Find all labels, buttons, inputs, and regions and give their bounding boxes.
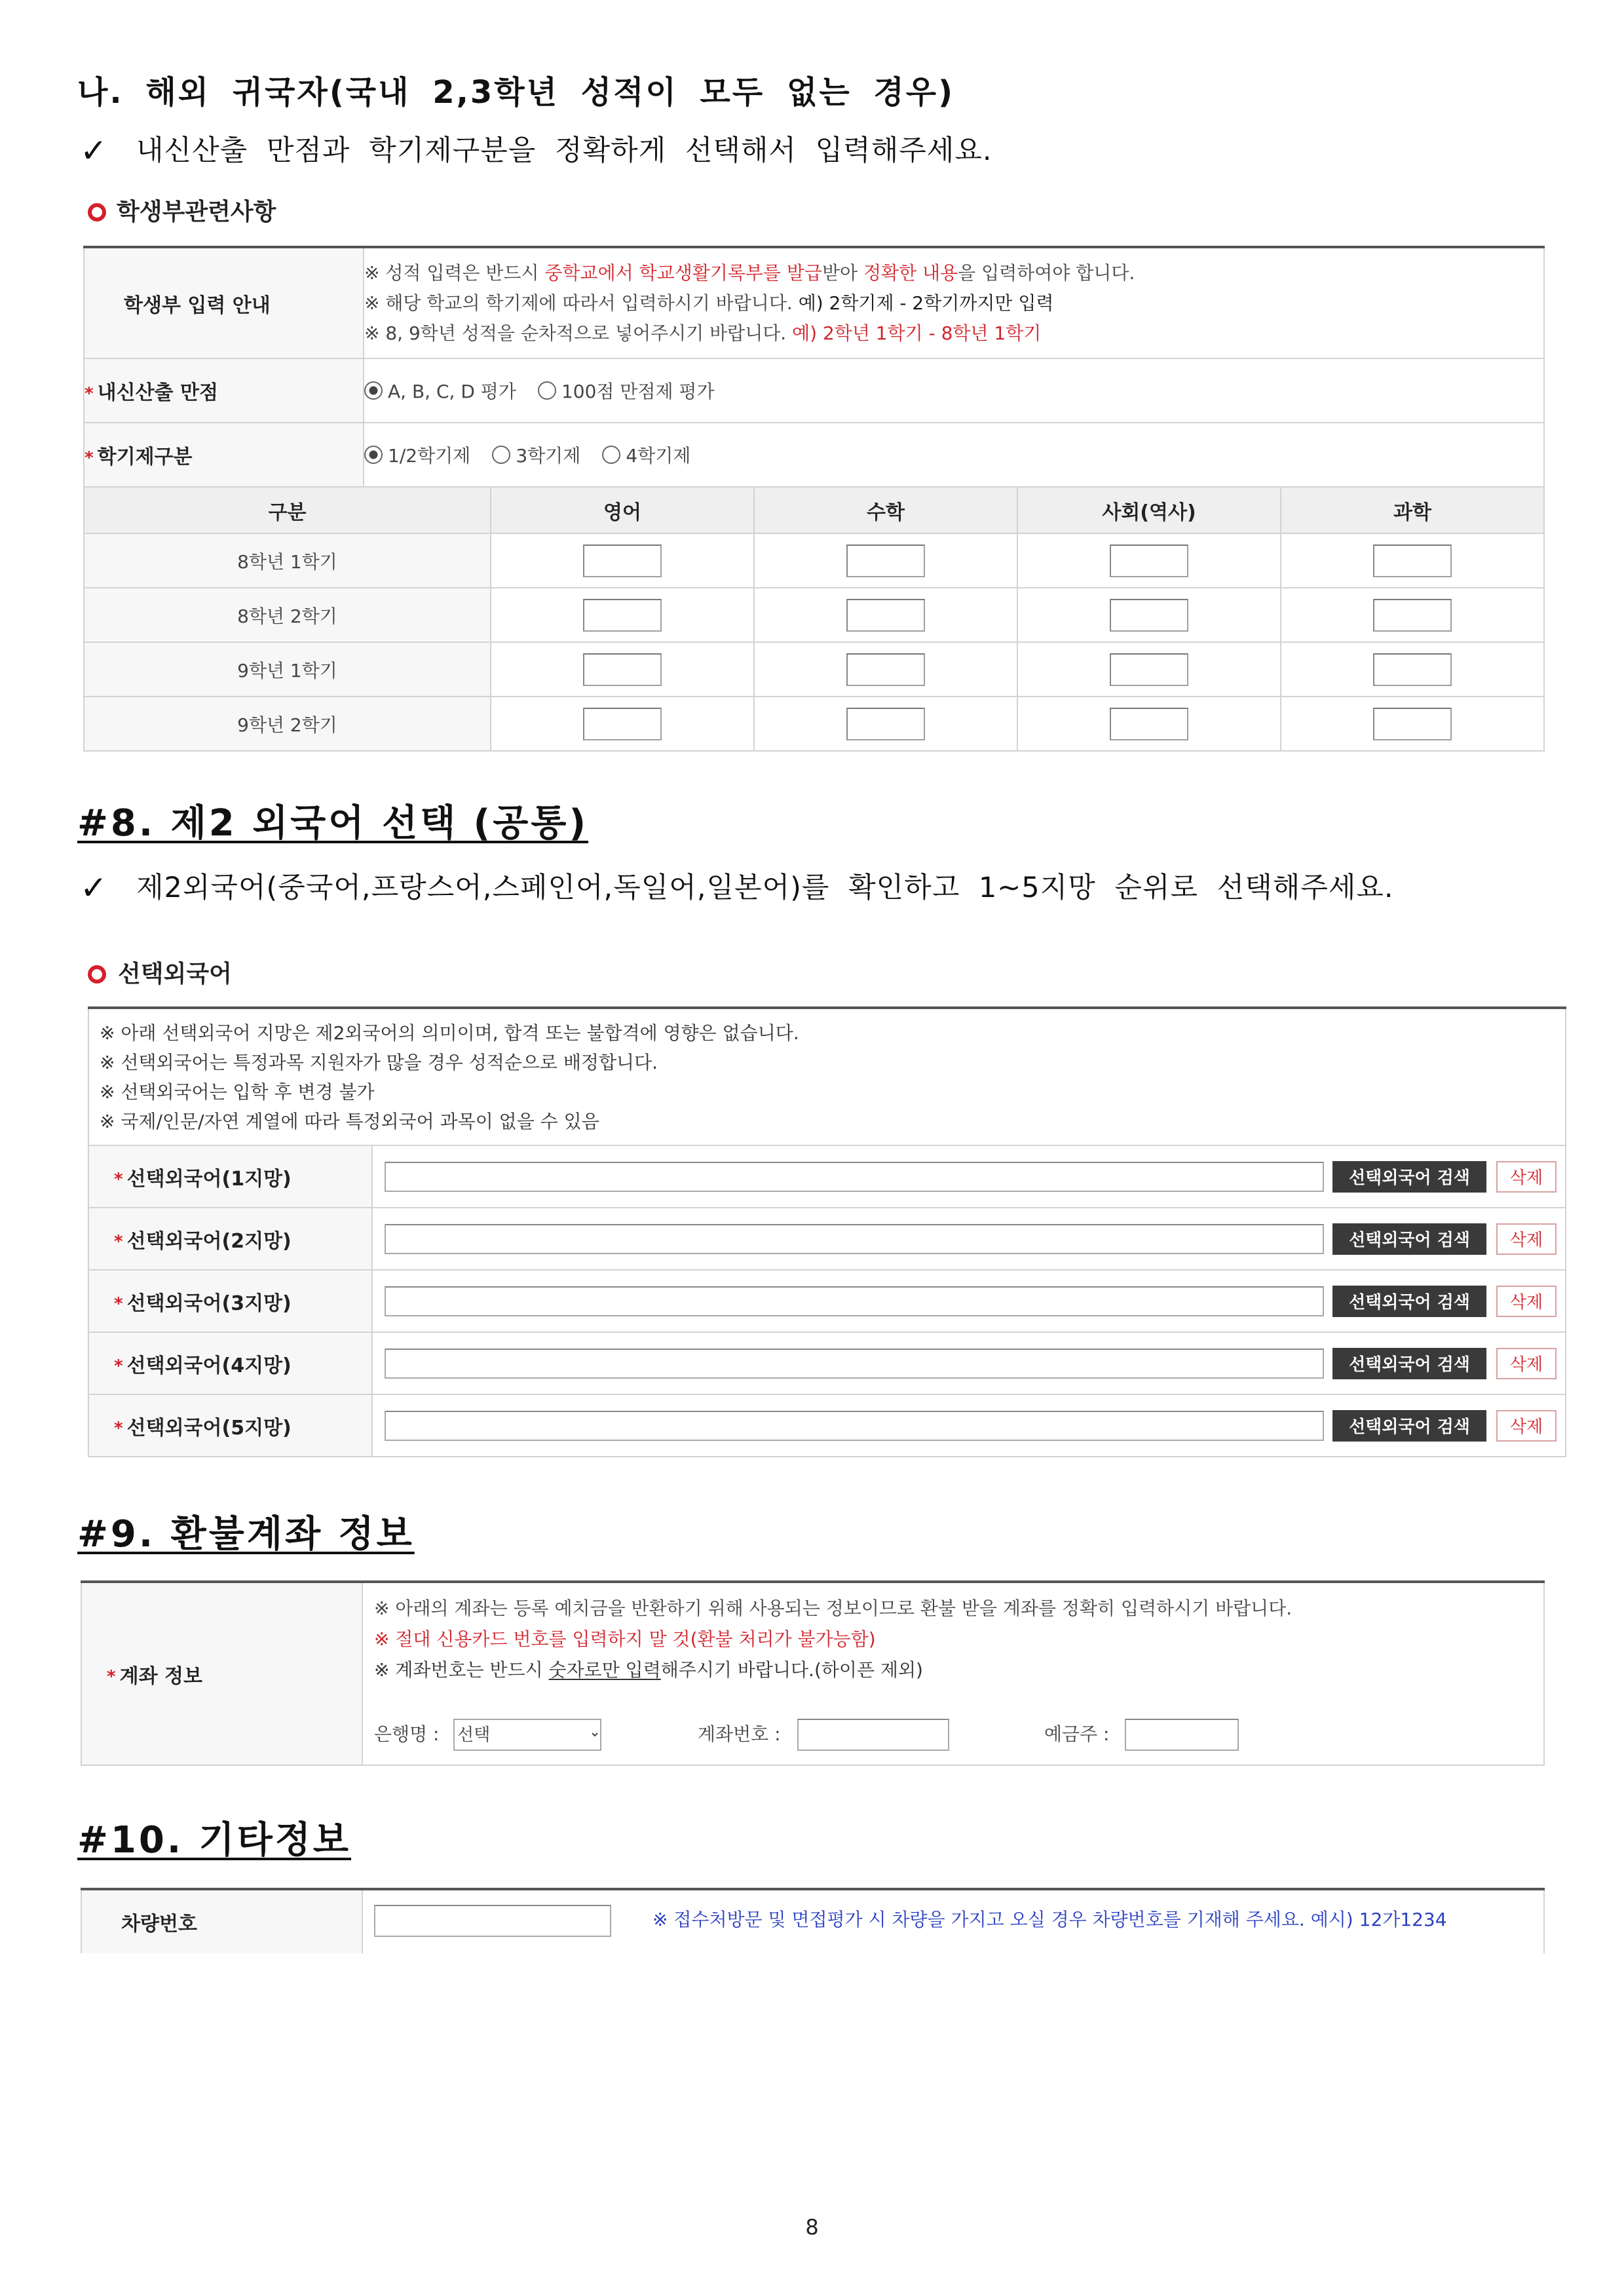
score-basis-row [84, 358, 1544, 423]
semester-option-3[interactable] [492, 442, 580, 468]
table-row [84, 533, 1544, 588]
guide-line-3-text: ※ 8, 9학년 성적을 순차적으로 넣어주시기 바랍니다. [364, 322, 793, 344]
refund-note-3-text: ※ 계좌번호는 반드시 [374, 1659, 549, 1681]
language-notice: ※ 선택외국어는 특정과목 지원자가 많을 경우 성적순으로 배정합니다. [100, 1051, 658, 1073]
guide-line-2-text: ※ 해당 학교의 학기제에 따라서 입력하시기 바랍니다. [364, 292, 799, 314]
semester-type-label [84, 423, 364, 487]
refund-account-table [81, 1580, 1545, 1766]
panel-title-school-record: 학생부관련사항 [117, 199, 276, 225]
account-number-label: 계좌번호 : [698, 1723, 781, 1745]
refund-note-2: ※ 절대 신용카드 번호를 입력하지 말 것(환불 처리가 불가능함) [374, 1628, 876, 1650]
required-mark: * [85, 448, 94, 468]
score-input-math[interactable] [846, 708, 925, 740]
score-input-social[interactable] [1110, 653, 1188, 686]
language-choice-input[interactable] [385, 1162, 1324, 1192]
table-row [84, 642, 1544, 697]
semester-type-row [84, 423, 1544, 487]
refund-notes [374, 1593, 1292, 1685]
language-choice-controls [372, 1332, 1566, 1394]
score-input-social[interactable] [1110, 545, 1188, 577]
score-basis-label-text: 내신산출 만점 [97, 381, 218, 404]
account-info-label [81, 1582, 362, 1765]
language-delete-button[interactable]: 삭제 [1496, 1348, 1557, 1379]
guide-line-1-highlight: 중학교에서 학교생활기록부를 발급 [544, 261, 822, 284]
language-choice-row [88, 1394, 1566, 1457]
required-mark: * [114, 1170, 123, 1189]
school-record-table [83, 246, 1545, 752]
language-choice-label-text: 선택외국어(5지망) [126, 1416, 292, 1440]
other-info-heading: #10. 기타정보 [77, 1819, 352, 1862]
required-mark: * [114, 1419, 123, 1438]
required-mark: * [114, 1294, 123, 1314]
refund-note-3 [374, 1655, 1292, 1685]
other-info-table [81, 1888, 1545, 1953]
col-header-science: 과학 [1281, 487, 1544, 533]
language-notice: ※ 선택외국어는 입학 후 변경 불가 [100, 1081, 375, 1103]
language-choice-label [88, 1394, 372, 1457]
language-search-button[interactable]: 선택외국어 검색 [1332, 1410, 1486, 1442]
guide-line-2-example: 예) 2학기제 - 2학기까지만 입력 [798, 292, 1054, 314]
refund-account-row [81, 1582, 1544, 1765]
language-choice-label-text: 선택외국어(3지망) [126, 1292, 292, 1315]
language-choice-row [88, 1270, 1566, 1332]
language-choice-label [88, 1208, 372, 1270]
language-instruction: 제2외국어(중국어,프랑스어,스페인어,독일어,일본어)를 확인하고 1~5지망 순위로 선택해주세요. [136, 871, 1394, 904]
score-basis-options [364, 358, 1544, 423]
foreign-language-table [88, 1006, 1566, 1457]
semester-option-4[interactable] [602, 442, 690, 468]
language-search-button[interactable]: 선택외국어 검색 [1332, 1348, 1486, 1379]
table-row [84, 588, 1544, 642]
language-delete-button[interactable]: 삭제 [1496, 1223, 1557, 1255]
semester-option-label: 3학기제 [516, 445, 581, 467]
vehicle-number-label-text: 차량번호 [121, 1913, 197, 1936]
guide-line-1-text: 받아 [821, 261, 863, 284]
language-choice-label [88, 1145, 372, 1208]
score-input-social[interactable] [1110, 708, 1188, 740]
semester-type-label-text: 학기제구분 [97, 446, 193, 469]
vehicle-number-content [362, 1889, 1544, 1953]
score-input-english[interactable] [583, 708, 662, 740]
score-basis-radio-100[interactable] [538, 381, 556, 400]
guide-line-1 [364, 258, 1543, 288]
score-input-math[interactable] [846, 545, 925, 577]
table-row [84, 697, 1544, 751]
score-basis-label [84, 358, 364, 423]
language-notice: ※ 아래 선택외국어 지망은 제2외국어의 의미이며, 합격 또는 불합격에 영향은 없습니다. [100, 1022, 799, 1044]
guide-line-1-text: 을 입력하여야 합니다. [958, 261, 1135, 284]
vehicle-number-note: ※ 접수처방문 및 면접평가 시 차량을 가지고 오실 경우 차량번호를 기재해 주세요. 예시) 12가1234 [652, 1909, 1447, 1930]
score-input-english[interactable] [583, 653, 662, 686]
check-icon: ✓ [80, 132, 107, 170]
language-notice: ※ 국제/인문/자연 계열에 따라 특정외국어 과목이 없을 수 있음 [100, 1110, 599, 1132]
semester-radio-3[interactable] [492, 446, 510, 464]
term-label: 9학년 2학기 [84, 697, 491, 751]
language-notice-row [88, 1008, 1566, 1145]
language-choice-controls [372, 1145, 1566, 1208]
language-choice-label-text: 선택외국어(2지망) [126, 1229, 292, 1253]
score-basis-option-100[interactable] [538, 377, 715, 404]
guide-notes [364, 247, 1544, 358]
semester-option-label: 4학기제 [626, 445, 691, 467]
bank-select[interactable] [453, 1719, 601, 1751]
panel-title-foreign-language: 선택외국어 [118, 961, 232, 987]
score-input-math[interactable] [846, 599, 925, 632]
col-header-math: 수학 [754, 487, 1017, 533]
score-input-science[interactable] [1373, 708, 1452, 740]
score-input-social[interactable] [1110, 599, 1188, 632]
language-notices [88, 1008, 1566, 1145]
score-input-science[interactable] [1373, 599, 1452, 632]
ring-bullet-icon [88, 203, 106, 221]
required-mark: * [114, 1356, 123, 1376]
guide-row [84, 247, 1544, 358]
grade-instruction: 내신산출 만점과 학기제구분을 정확하게 선택해서 입력해주세요. [136, 134, 992, 167]
overseas-returnee-heading: 나. 해외 귀국자(국내 2,3학년 성적이 모두 없는 경우) [77, 74, 955, 111]
language-delete-button[interactable]: 삭제 [1496, 1410, 1557, 1442]
account-info-label-text: 계좌 정보 [119, 1664, 202, 1688]
score-basis-option-label: A, B, C, D 평가 [388, 381, 516, 402]
col-header-term: 구분 [84, 487, 491, 533]
score-input-math[interactable] [846, 653, 925, 686]
refund-note-3-text: 해주시기 바랍니다.(하이픈 제외) [660, 1659, 923, 1681]
vehicle-row [81, 1889, 1544, 1953]
language-choice-input[interactable] [385, 1286, 1324, 1316]
col-header-english: 영어 [491, 487, 754, 533]
language-choice-input[interactable] [385, 1349, 1324, 1379]
language-choice-row [88, 1332, 1566, 1394]
language-choice-controls [372, 1270, 1566, 1332]
account-holder-label: 예금주 : [1044, 1723, 1110, 1745]
language-search-button[interactable]: 선택외국어 검색 [1332, 1161, 1486, 1193]
term-label: 9학년 1학기 [84, 642, 491, 697]
refund-note-1: ※ 아래의 계좌는 등록 예치금을 반환하기 위해 사용되는 정보이므로 환불 받을 계좌를 정확히 입력하시기 바랍니다. [374, 1598, 1293, 1619]
ring-bullet-icon [88, 965, 106, 984]
guide-label-text: 학생부 입력 안내 [124, 294, 271, 317]
semester-type-options [364, 423, 1544, 487]
language-search-button[interactable]: 선택외국어 검색 [1332, 1286, 1486, 1317]
vehicle-number-input[interactable] [374, 1905, 611, 1937]
language-choice-label-text: 선택외국어(1지망) [126, 1167, 292, 1191]
col-header-social: 사회(역사) [1017, 487, 1281, 533]
refund-account-heading: #9. 환불계좌 정보 [77, 1513, 415, 1556]
guide-line-1-highlight: 정확한 내용 [863, 261, 958, 284]
semester-radio-4[interactable] [602, 446, 620, 464]
language-search-button[interactable]: 선택외국어 검색 [1332, 1223, 1486, 1255]
language-choice-row [88, 1145, 1566, 1208]
semester-option-label: 1/2학기제 [388, 445, 471, 467]
guide-line-3 [364, 318, 1543, 349]
language-choice-input[interactable] [385, 1224, 1324, 1254]
score-basis-radio-abcd[interactable] [364, 381, 383, 400]
bank-name-label: 은행명 : [374, 1723, 440, 1745]
language-choice-label [88, 1332, 372, 1394]
required-mark: * [114, 1232, 123, 1252]
grade-table-header [84, 487, 1544, 533]
account-holder-input[interactable] [1125, 1719, 1239, 1751]
score-input-science[interactable] [1373, 545, 1452, 577]
required-mark: * [107, 1667, 116, 1687]
guide-label [84, 247, 364, 358]
language-choice-row [88, 1208, 1566, 1270]
score-basis-option-label: 100점 만점제 평가 [561, 381, 715, 402]
language-choice-controls [372, 1394, 1566, 1457]
language-delete-button[interactable]: 삭제 [1496, 1286, 1557, 1317]
score-input-science[interactable] [1373, 653, 1452, 686]
account-info-content [362, 1582, 1544, 1765]
language-choice-label [88, 1270, 372, 1332]
check-icon: ✓ [80, 869, 107, 907]
guide-line-2 [364, 288, 1543, 318]
language-delete-button[interactable]: 삭제 [1496, 1161, 1557, 1193]
foreign-language-heading: #8. 제2 외국어 선택 (공통) [77, 802, 589, 845]
term-label: 8학년 2학기 [84, 588, 491, 642]
account-number-input[interactable] [797, 1719, 949, 1751]
semester-option-1-2[interactable] [364, 442, 470, 468]
page-number: 8 [805, 2215, 819, 2240]
score-input-english[interactable] [583, 599, 662, 632]
vehicle-number-label [81, 1889, 362, 1953]
term-label: 8학년 1학기 [84, 533, 491, 588]
refund-note-3-emphasis: 숫자로만 입력 [548, 1659, 661, 1681]
language-choice-input[interactable] [385, 1411, 1324, 1441]
required-mark: * [85, 383, 94, 404]
guide-line-1-text: ※ 성적 입력은 반드시 [364, 261, 545, 284]
guide-line-3-example: 예) 2학년 1학기 - 8학년 1학기 [792, 322, 1042, 344]
language-choice-controls [372, 1208, 1566, 1270]
language-choice-label-text: 선택외국어(4지망) [126, 1354, 292, 1377]
semester-radio-1-2[interactable] [364, 446, 383, 464]
score-input-english[interactable] [583, 545, 662, 577]
score-basis-option-abcd[interactable] [364, 377, 516, 404]
